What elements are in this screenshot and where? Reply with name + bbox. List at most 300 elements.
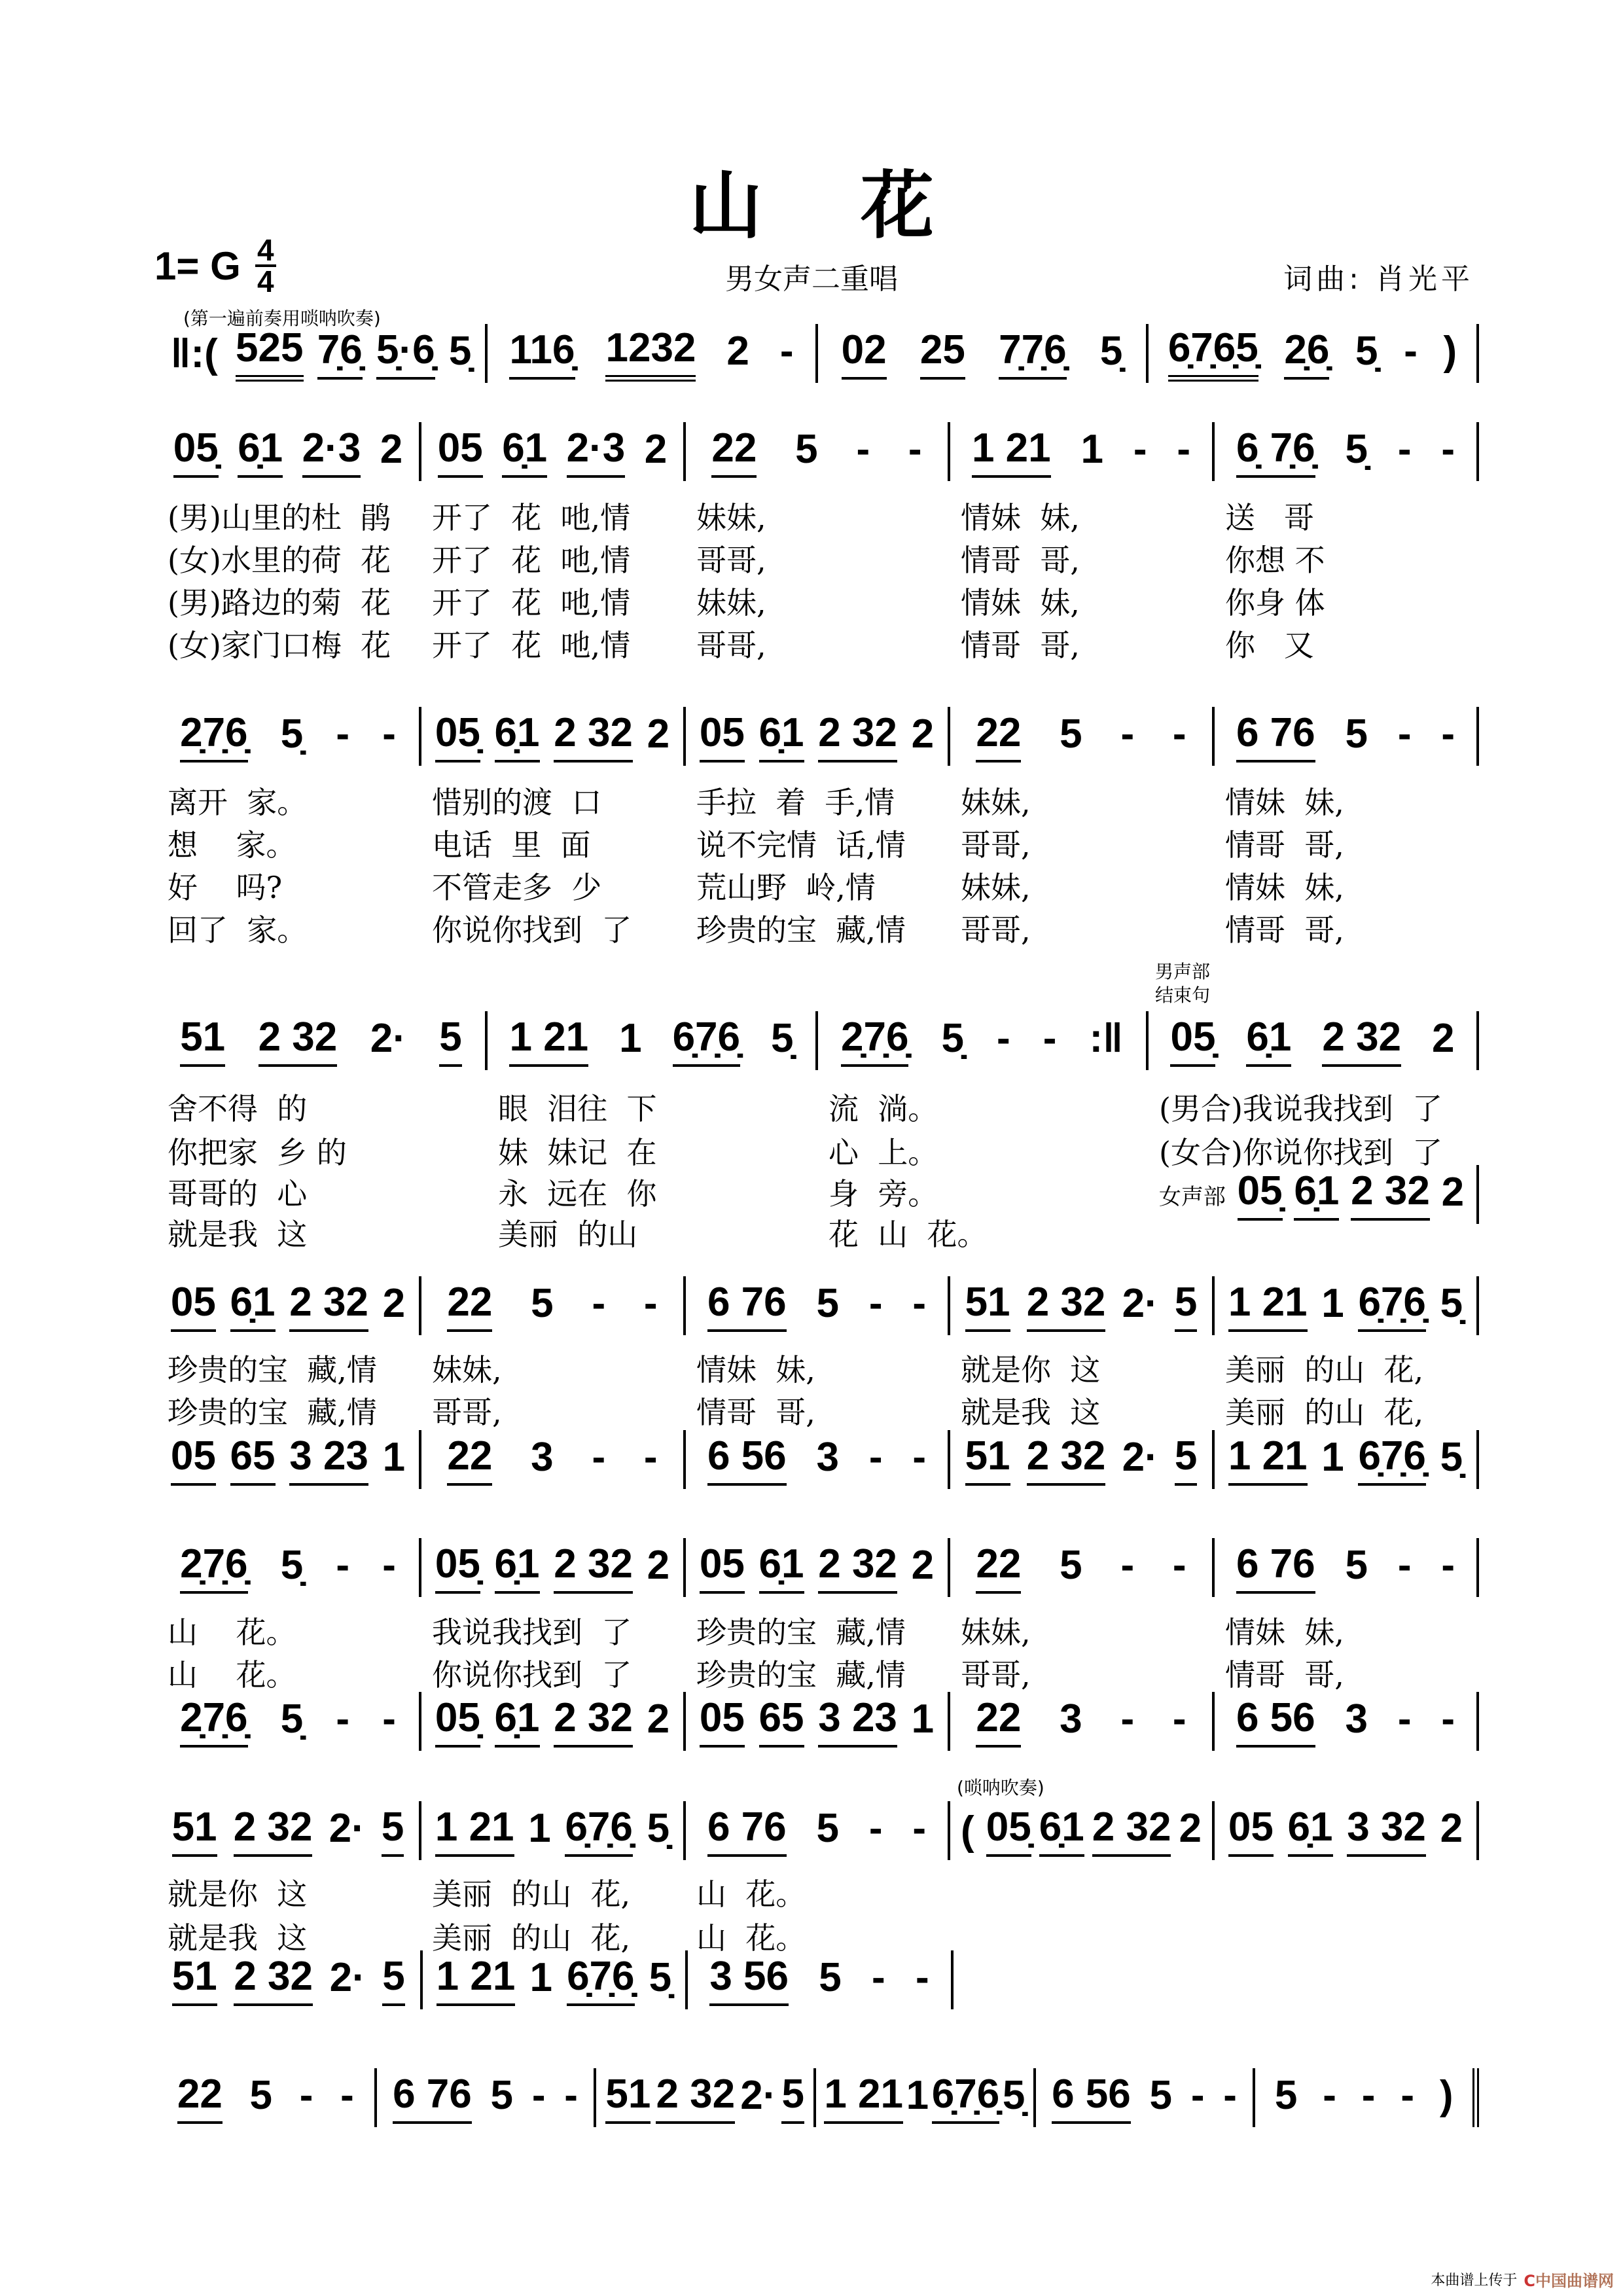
note-group: ) [1439, 2073, 1454, 2118]
logo-text: 中国曲谱网 [1535, 2272, 1614, 2290]
note-group: 6̣7̣6̣5̣ [1168, 325, 1258, 382]
lyric-segment: 情妹 妹, [1225, 1615, 1344, 1650]
time-signature-bottom: 4 [257, 264, 274, 298]
lyric-segment: 舍不得 的 [168, 1091, 308, 1126]
note-group: 6̣1 [1288, 1804, 1333, 1857]
measure [950, 1276, 1215, 1335]
note-group: 1 [1321, 1281, 1344, 1326]
note-group: 2 [380, 427, 403, 472]
lyric-segment: 电话 里 面 [432, 827, 591, 863]
measure [423, 1950, 688, 2009]
note-group: 2 32 [554, 1695, 633, 1748]
note-group: 2 [1441, 1170, 1465, 1215]
note-group: 5̣·6̣ [376, 327, 435, 380]
dash: - [1404, 329, 1418, 374]
lyric-segment: 妹妹, [696, 585, 766, 620]
lyric-segment [950, 1871, 1215, 1914]
measure [817, 1165, 1147, 1224]
dash: - [1120, 1543, 1135, 1588]
note-group: 7̣7̣6̣ [999, 327, 1066, 380]
note-group: 5 [439, 1014, 461, 1067]
measure [950, 1430, 1215, 1489]
note-group: 6̣7̣6̣ [567, 1954, 634, 2006]
lyric-segment: 离开 家。 [168, 785, 308, 820]
dash: - [340, 2073, 354, 2118]
dash: - [1120, 711, 1135, 757]
measure [157, 1276, 421, 1335]
lyric-segment: 荒山野 岭,情 [696, 870, 876, 905]
note-group: 05 [700, 1541, 745, 1594]
note-group: 1 21 [1228, 1280, 1308, 1332]
lyric-segment: 你把家 乡 的 [168, 1135, 347, 1170]
dash: - [856, 427, 870, 472]
lyric-segment: 身 旁。 [829, 1176, 938, 1211]
measure [1216, 1950, 1479, 2009]
lyric-segment: 就是你 这 [168, 1876, 308, 1912]
site-logo[interactable] [1524, 2268, 1614, 2291]
note-group: 2 [647, 1543, 670, 1588]
measure [157, 1538, 421, 1597]
note-group: 5 [531, 1281, 554, 1326]
notation-line [157, 1276, 1479, 1335]
measure [421, 422, 686, 481]
dash: - [912, 1435, 927, 1480]
measure [421, 1538, 686, 1597]
note-group: 5 [249, 2073, 273, 2118]
dash: - [299, 2073, 313, 2118]
lyrics-line [157, 579, 1479, 622]
note-group: 2 [726, 329, 749, 374]
measure [1215, 1538, 1479, 1597]
note-group: 2 32 [289, 1280, 368, 1332]
lyric-segment: 情妹 妹, [1225, 785, 1344, 820]
measure [1255, 2068, 1479, 2127]
note-group: 5 [816, 1806, 839, 1851]
note-group: 7̣6̣ [317, 327, 363, 380]
note-group: 1 21 [509, 1014, 588, 1067]
bracket-symbol: ( [961, 1808, 974, 1854]
male-part-end-label: 男声部 [1155, 961, 1211, 982]
note-group: 6̣7̣6̣ [1358, 1433, 1425, 1486]
dash: - [1043, 1016, 1057, 1061]
note-group: 5̣ [771, 1016, 794, 1061]
lyric-segment: 情哥 哥, [961, 628, 1080, 663]
measure [954, 1950, 1217, 2009]
dash: - [868, 1281, 883, 1326]
measure [157, 1950, 423, 2009]
note-group: 2 32 [554, 710, 633, 762]
lyric-segment: 妹妹, [432, 1352, 502, 1388]
dash: - [1172, 711, 1186, 757]
note-group: 2· [329, 1955, 366, 2000]
note-group: 5 [490, 2073, 514, 2118]
note-group: 2· [740, 2073, 777, 2118]
note-group: 2 32 [818, 710, 897, 762]
notation-line [157, 2068, 1479, 2127]
lyric-segment: 花 山 花。 [829, 1217, 988, 1252]
subtitle: 男女声二重唱 [725, 262, 898, 296]
bracket-symbol: ‖:( [170, 331, 218, 376]
note-group: :‖ [1089, 1016, 1123, 1061]
lyric-segment: 美丽 的山 花, [1225, 1352, 1424, 1388]
dash: - [1190, 2073, 1205, 2118]
note-group: 5 [382, 1954, 404, 2006]
note-group: 2·3 [302, 425, 361, 478]
note-group: 2 32 [234, 1954, 313, 2006]
note-group: 5̣ [448, 329, 472, 374]
note-group: 5 [795, 427, 818, 472]
note-group: 5 [781, 2072, 804, 2124]
measure [1215, 707, 1479, 766]
note-group: 2 32 [1027, 1433, 1106, 1486]
footer-text: 本曲谱上传于 [1431, 2272, 1518, 2289]
lyric-segment: 你 又 [1225, 628, 1314, 663]
measure [157, 707, 421, 766]
note-group: 05̣ [435, 1695, 480, 1748]
note-group: 6 76 [393, 2072, 472, 2124]
note-group: 5̣ [941, 1016, 964, 1061]
note-group: 6̣1 [495, 1541, 540, 1594]
footer [1431, 2268, 1614, 2291]
note-group: 02 [842, 327, 887, 380]
note-group: 2 [1440, 1806, 1463, 1851]
measure [1215, 1801, 1479, 1860]
lyrics-line [157, 537, 1479, 580]
note-group: 5̣ [1355, 329, 1378, 374]
lyric-segment: 回了 家。 [168, 912, 308, 948]
note-group: 2· [1122, 1281, 1158, 1326]
measure [157, 308, 488, 383]
note-group: 1 21 [972, 425, 1051, 478]
note-group: 2 32 [259, 1014, 338, 1067]
note-group: 1 21 [1228, 1433, 1308, 1486]
measure [1149, 324, 1479, 383]
note-group: 05̣ [1170, 1014, 1215, 1067]
measure [157, 1011, 488, 1070]
note-group: 2̣7̣6̣ [180, 1541, 247, 1594]
lyric-segment: 送 哥 [1225, 500, 1314, 535]
dash: - [1172, 1696, 1186, 1742]
note-group: 05̣ [1238, 1168, 1283, 1221]
key-label: 1= G [154, 243, 241, 288]
note-group: 5̣ [1002, 2073, 1026, 2118]
note-group: 22 [976, 1695, 1021, 1748]
note-group: 5 [816, 1281, 839, 1326]
note-group: ) [1443, 329, 1457, 374]
note-group: 3 23 [818, 1695, 897, 1748]
note-group: 2 32 [818, 1541, 897, 1594]
note-group: 2· [329, 1806, 365, 1851]
dash: - [915, 1955, 929, 2000]
note-group: 6 56 [707, 1433, 787, 1486]
lyric-segment [1215, 1871, 1479, 1914]
lyrics-line [157, 494, 1479, 537]
lyric-segment: 哥哥, [696, 543, 766, 578]
dash: - [382, 711, 396, 757]
note-group: 22 [976, 1541, 1021, 1594]
note-group: 05 [171, 1433, 216, 1486]
dash: - [1397, 427, 1412, 472]
lyric-segment: 想 家。 [168, 827, 296, 863]
lyrics-line [157, 864, 1479, 907]
dash: - [1323, 2073, 1336, 2118]
note-group: 1 [619, 1016, 642, 1061]
note-group: 5 [1345, 711, 1368, 757]
measure [950, 1692, 1215, 1751]
dash: - [1133, 427, 1147, 472]
note-group: 3 [816, 1435, 839, 1480]
note-group: 1 21 [824, 2072, 903, 2124]
note-group: 2 [1179, 1806, 1202, 1851]
note-group: 05 [700, 710, 745, 762]
measure [950, 1538, 1215, 1597]
note-group: 2 32 [1092, 1804, 1171, 1857]
lyric-segment: 就是我 这 [168, 1920, 308, 1956]
note-group: 3 23 [289, 1433, 368, 1486]
dash: - [1361, 2073, 1376, 2118]
lyric-segment: 你说你找到 了 [432, 912, 632, 948]
measure [818, 1011, 1149, 1070]
measure [686, 1276, 950, 1335]
measure [421, 1276, 686, 1335]
note-group: 6 76 [707, 1804, 787, 1857]
lyric-segment: 情哥 哥, [961, 543, 1080, 578]
note-group: 6 76 [1236, 710, 1315, 762]
lyric-segment: (男合)我说我找到 了 [1159, 1091, 1443, 1126]
note-group: 6̣1 [230, 1280, 276, 1332]
lyric-segment: 哥哥, [961, 1657, 1031, 1693]
lyric-segment: 你身 体 [1225, 585, 1325, 620]
note-group: 6̣1 [1246, 1014, 1291, 1067]
note-group: 2̣7̣6̣ [841, 1014, 908, 1067]
note-group: 2̣7̣6̣ [180, 1695, 247, 1748]
lyric-segment: 妹妹, [696, 500, 766, 535]
dash: - [531, 2073, 546, 2118]
lyric-segment: 不管走多 少 [432, 870, 602, 905]
lyric-segment: 珍贵的宝 藏,情 [696, 1615, 906, 1650]
measure [686, 1430, 950, 1489]
note-group: 5 [382, 1804, 404, 1857]
measure [686, 707, 950, 766]
dash: - [1397, 711, 1412, 757]
lyric-segment: 永 远在 你 [498, 1176, 657, 1211]
note-group: 1232 [605, 325, 696, 382]
measure [950, 707, 1215, 766]
dash: - [912, 1281, 927, 1326]
lyric-segment: 哥哥的 心 [168, 1176, 308, 1211]
measure [1215, 1430, 1479, 1489]
measure [488, 1011, 818, 1070]
note-group: 05 [700, 1695, 745, 1748]
lyric-segment: 开了 花 吔,情 [432, 628, 631, 663]
measure [688, 1950, 954, 2009]
note-group: 5 [819, 1955, 842, 2000]
note-group: 6̣7̣6̣ [565, 1804, 632, 1857]
lyric-segment: 我说我找到 了 [432, 1615, 632, 1650]
measure [421, 1692, 686, 1751]
note-group: 05̣ [173, 425, 219, 478]
note-group: 1 [906, 2073, 929, 2118]
note-group: 3 56 [709, 1954, 789, 2006]
dash: - [382, 1543, 396, 1588]
lyric-segment: 情哥 哥, [1225, 827, 1344, 863]
lyric-segment: 情妹 妹, [696, 1352, 815, 1388]
measure [157, 1801, 421, 1860]
lyric-segment: 美丽 的山 花, [432, 1920, 631, 1956]
note-group: 2 [1432, 1016, 1455, 1061]
dash: - [643, 1281, 658, 1326]
dash: - [1172, 1543, 1186, 1588]
measure [1036, 2068, 1256, 2127]
note-group: 2̣6̣ [1284, 327, 1329, 380]
note-group: 22 [177, 2072, 223, 2124]
male-part-end-label2: 结束句 [1155, 984, 1211, 1006]
note-group: 2 32 [554, 1541, 633, 1594]
lyric-segment: 你想 不 [1225, 543, 1325, 578]
note-group: 6̣1 [759, 710, 804, 762]
dash: - [1400, 2073, 1414, 2118]
note-group: 3 [1345, 1696, 1368, 1742]
note-group: 2 [647, 711, 670, 757]
note-group: 116̣ [509, 327, 575, 380]
lyric-segment: 眼 泪往 下 [498, 1091, 657, 1126]
lyric-segment: 山 花。 [696, 1876, 806, 1912]
lyric-segment: 哥哥, [696, 628, 766, 663]
dash: - [1441, 1696, 1455, 1742]
note-group: 2 32 [1027, 1280, 1106, 1332]
note-group: 1 21 [437, 1954, 516, 2006]
lyric-segment: 美丽 的山 花, [1225, 1395, 1424, 1430]
measure [816, 2068, 1036, 2127]
lyrics-line [157, 1609, 1479, 1652]
note-group: 1 [528, 1806, 551, 1851]
note-group: 22 [976, 710, 1021, 762]
dash: - [1223, 2073, 1237, 2118]
note-group: 5 [1175, 1433, 1197, 1486]
notation-line [157, 308, 1479, 383]
measure [421, 707, 686, 766]
note-group: 2· [1122, 1435, 1158, 1480]
measure [1149, 961, 1479, 1070]
lyric-segment: 手拉 着 手,情 [696, 785, 895, 820]
lyrics-line [157, 906, 1479, 950]
note-group: 1 [911, 1696, 935, 1742]
time-signature-top: 4 [257, 233, 274, 267]
note-group: 22 [447, 1433, 492, 1486]
note-group: 2 32 [1322, 1014, 1401, 1067]
lyric-segment: 就是你 这 [961, 1352, 1101, 1388]
note-group: 6̣7̣6̣ [1358, 1280, 1425, 1332]
lyric-segment: 情哥 哥, [696, 1395, 815, 1430]
page-title: 山花 [689, 163, 1032, 249]
dash: - [336, 711, 350, 757]
measure [157, 1165, 487, 1224]
lyric-segment: 珍贵的宝 藏,情 [168, 1352, 377, 1388]
dash: - [1441, 1543, 1455, 1588]
note-group: 5̣ [280, 711, 304, 757]
note-group: 51 [965, 1433, 1010, 1486]
measure [1215, 1692, 1479, 1751]
note-group: 1 [382, 1435, 406, 1480]
note-group: 6 76 [1236, 1541, 1315, 1594]
note-group: 6̣1 [1294, 1168, 1339, 1221]
notation-line [157, 1950, 1479, 2009]
measure [421, 1801, 686, 1860]
lyric-segment: 妹妹, [961, 870, 1031, 905]
measure [686, 1538, 950, 1597]
note-group: 05 [1228, 1804, 1274, 1857]
measure [488, 324, 818, 383]
measure [157, 1430, 421, 1489]
lyric-segment: 妹 妹记 在 [498, 1135, 657, 1170]
note-group: 1 [1321, 1435, 1344, 1480]
note-group: 2 32 [1351, 1168, 1430, 1221]
note-group: 05̣ [435, 710, 480, 762]
note-group: 05 [171, 1280, 216, 1332]
lyric-segment: 哥哥, [432, 1395, 502, 1430]
dash: - [1441, 711, 1455, 757]
measure [421, 1430, 686, 1489]
dash: - [1397, 1543, 1412, 1588]
note-group: 2 32 [656, 2072, 735, 2124]
lyric-segment: 妹妹, [961, 785, 1031, 820]
note-group: 51 [172, 1804, 217, 1857]
lyrics-line [157, 1651, 1479, 1695]
note-group: 5̣ [1099, 329, 1123, 374]
lyric-segment: 珍贵的宝 藏,情 [168, 1395, 377, 1430]
note-group: 5̣ [647, 1806, 670, 1851]
note-group: 5̣ [649, 1955, 672, 2000]
lyric-segment: (女)水里的荷 花 [168, 543, 391, 578]
dash: - [1397, 1696, 1412, 1742]
intro-annotation: (第一遍前奏用唢呐吹奏) [183, 308, 381, 329]
note-group: 6̣ 7̣6̣ [1236, 425, 1315, 478]
lyric-segment: (男)山里的杜 鹃 [168, 500, 391, 535]
note-group: 05̣ [986, 1804, 1031, 1857]
note-group: 5 [1274, 2073, 1298, 2118]
suona-annotation: (唢呐吹奏) [957, 1777, 1044, 1799]
measure [950, 422, 1215, 481]
note-group: 5 [1345, 1543, 1368, 1588]
notation-line [157, 1777, 1479, 1860]
note-group: 5 [1060, 711, 1082, 757]
lyrics-line [157, 821, 1479, 865]
dash: - [592, 1435, 606, 1480]
lyric-segment: 好 吗? [168, 870, 283, 905]
note-group: 3 [531, 1435, 554, 1480]
note-group: 2 32 [234, 1804, 313, 1857]
note-group: 5̣ [280, 1543, 304, 1588]
dash: - [997, 1016, 1010, 1061]
note-group: 525 [236, 325, 303, 382]
note-group: 1 21 [435, 1804, 514, 1857]
author: 词曲: 肖光平 [1283, 262, 1474, 296]
note-group: 5̣ [1440, 1281, 1463, 1326]
note-group: 3 [1060, 1696, 1082, 1742]
note-group: 5 [1060, 1543, 1082, 1588]
note-group: 51 [605, 2072, 651, 2124]
lyric-segment: 说不完情 话,情 [696, 827, 906, 863]
measure [157, 2068, 377, 2127]
logo-mark: C [1524, 2272, 1535, 2290]
note-group: 6̣1 [238, 425, 283, 478]
notation-line [157, 961, 1479, 1070]
lyric-segment: 开了 花 吔,情 [432, 585, 631, 620]
lyric-segment: 山 花。 [168, 1615, 296, 1650]
note-group: 2 [382, 1281, 406, 1326]
note-group: 25 [920, 327, 965, 380]
lyric-segment: 情哥 哥, [1225, 1657, 1344, 1693]
